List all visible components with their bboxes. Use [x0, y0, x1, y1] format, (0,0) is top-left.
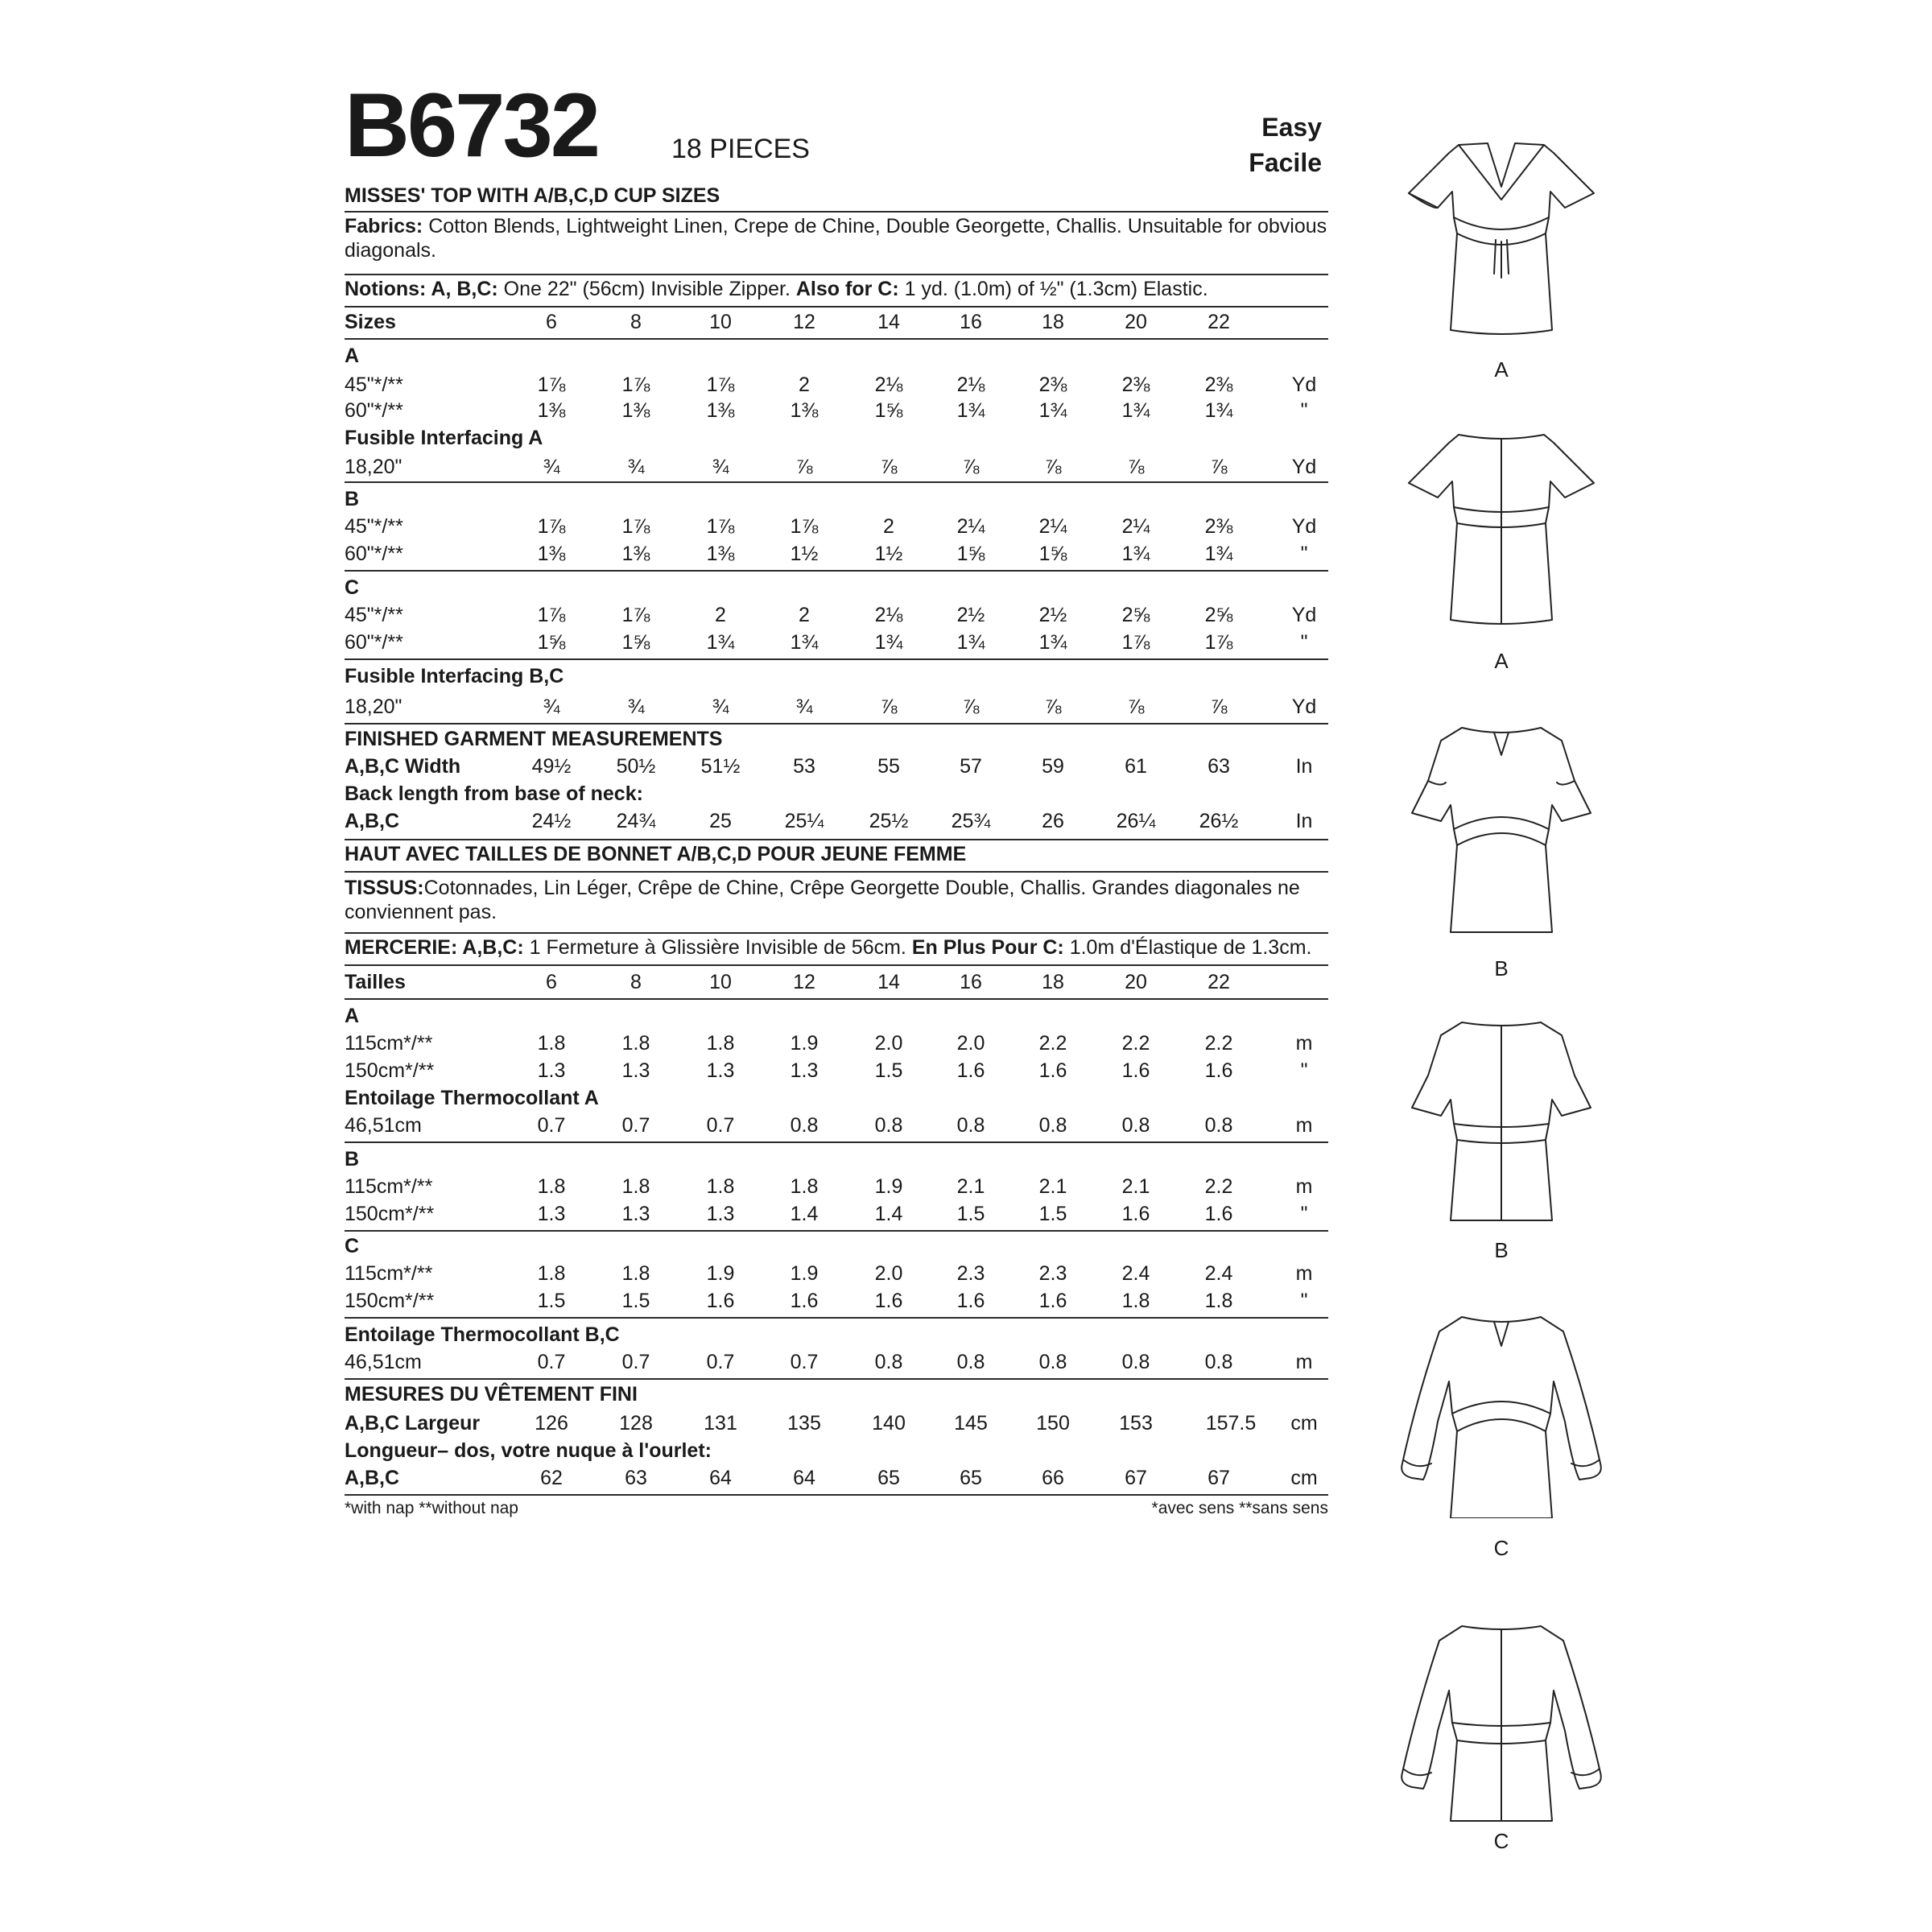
nap-footnote-en: *with nap **without nap: [345, 1499, 518, 1517]
interfacing-row: 18,20" ¾ ¾ ¾ ¾ ⅞ ⅞ ⅞ ⅞ ⅞ Yd: [345, 696, 1317, 718]
difficulty-fr: Facile: [1249, 148, 1322, 177]
divider: [345, 1317, 1328, 1319]
piece-count: 18 PIECES: [671, 134, 810, 164]
divider: [345, 1494, 1328, 1496]
divider: [345, 998, 1328, 1000]
view-b-back-label: B: [1494, 1238, 1509, 1262]
view-heading: C: [345, 576, 360, 599]
metrage-row: 150cm*/** 1.3 1.3 1.3 1.4 1.4 1.5 1.5 1.6 1.6 ": [345, 1203, 1308, 1225]
view-c-front-drawing: [1393, 1277, 1610, 1518]
metrage-row: 115cm*/** 1.8 1.8 1.8 1.9 2.0 2.0 2.2 2.2 2.2 m: [345, 1032, 1313, 1055]
view-c-back-label: C: [1493, 1829, 1509, 1853]
interfacing-heading: Fusible Interfacing B,C: [345, 665, 564, 687]
divider: [345, 839, 1328, 840]
measurements-heading: MESURES DU VÊTEMENT FINI: [345, 1383, 638, 1406]
view-heading: C: [345, 1235, 360, 1257]
size-col: 6: [546, 311, 557, 333]
divider: [345, 1230, 1328, 1232]
view-b-front-drawing: [1393, 692, 1610, 934]
title-en: MISSES' TOP WITH A/B,C,D CUP SIZES: [345, 184, 720, 207]
view-a-back-drawing: [1393, 402, 1610, 644]
size-col: 8: [630, 311, 642, 333]
divider: [345, 274, 1328, 275]
notions-en: Notions: A, B,C: One 22" (56cm) Invisible Zipper. Also for C: 1 yd. (1.0m) of ½" (1.3cm) Elastic.: [345, 278, 1208, 300]
view-b-front-label: B: [1494, 956, 1509, 980]
interfacing-heading: Fusible Interfacing A: [345, 427, 543, 449]
size-col: 14: [877, 311, 900, 333]
width-row: A,B,C Largeur 126 128 131 135 140 145 150 153 157.5 cm: [345, 1412, 1318, 1435]
yardage-row: 60"*/** 1⅜ 1⅜ 1⅜ 1⅜ 1⅝ 1¾ 1¾ 1¾ 1¾ ": [345, 399, 1308, 422]
fabrics-fr: TISSUS:Cotonnades, Lin Léger, Crêpe de Chine, Crêpe Georgette Double, Challis. Grandes diagonales ne conviennent pas.: [345, 877, 1300, 923]
interfacing-row: 46,51cm 0.7 0.7 0.7 0.7 0.8 0.8 0.8 0.8 0.8 m: [345, 1351, 1313, 1373]
view-c-front-label: C: [1493, 1536, 1509, 1560]
notions-fr: MERCERIE: A,B,C: 1 Fermeture à Glissière Invisible de 56cm. En Plus Pour C: 1.0m d'Élastique de 1.3cm.: [345, 936, 1312, 959]
size-col: 12: [793, 311, 815, 333]
yardage-row: 45"*/** 1⅞ 1⅞ 1⅞ 1⅞ 2 2¼ 2¼ 2¼ 2⅜ Yd: [345, 515, 1317, 538]
nap-footnote-fr: *avec sens **sans sens: [1151, 1499, 1328, 1517]
measurements-heading: FINISHED GARMENT MEASUREMENTS: [345, 728, 723, 750]
divider: [345, 338, 1328, 340]
size-col: 22: [1208, 311, 1230, 333]
divider: [345, 932, 1328, 934]
interfacing-heading: Entoilage Thermocollant B,C: [345, 1323, 620, 1346]
sizes-label: Tailles: [345, 971, 406, 993]
view-a-front-label: A: [1494, 357, 1509, 382]
divider: [345, 871, 1328, 873]
metrage-row: 150cm*/** 1.5 1.5 1.6 1.6 1.6 1.6 1.6 1.8 1.8 ": [345, 1290, 1308, 1312]
view-heading: B: [345, 488, 360, 510]
size-col: 18: [1042, 311, 1064, 333]
divider: [345, 570, 1328, 572]
yardage-row: 45"*/** 1⅞ 1⅞ 2 2 2⅛ 2½ 2½ 2⅝ 2⅝ Yd: [345, 604, 1317, 626]
divider: [345, 211, 1328, 213]
interfacing-row: 18,20" ¾ ¾ ¾ ⅞ ⅞ ⅞ ⅞ ⅞ ⅞ Yd: [345, 456, 1317, 478]
metrage-row: 115cm*/** 1.8 1.8 1.9 1.9 2.0 2.3 2.3 2.4 2.4 m: [345, 1262, 1313, 1285]
sizes-header-fr: Tailles 6 8 10 12 14 16 18 20 22: [345, 971, 1230, 993]
sizes-header-en: [0, 309, 1368, 335]
metrage-row: 115cm*/** 1.8 1.8 1.8 1.8 1.9 2.1 2.1 2.1 2.2 m: [345, 1175, 1313, 1198]
divider: [345, 481, 1328, 483]
divider: [345, 964, 1328, 966]
view-a-front-drawing: [1393, 113, 1610, 354]
divider: [345, 306, 1328, 308]
title-fr: HAUT AVEC TAILLES DE BONNET A/B,C,D POUR JEUNE FEMME: [345, 843, 967, 865]
divider: [345, 1378, 1328, 1380]
difficulty-en: Easy: [1261, 113, 1322, 142]
width-row: A,B,C Width 49½ 50½ 51½ 53 55 57 59 61 63 In: [345, 755, 1313, 778]
view-heading: A: [345, 345, 360, 367]
interfacing-row: 46,51cm 0.7 0.7 0.7 0.8 0.8 0.8 0.8 0.8 0.8 m: [345, 1114, 1313, 1137]
divider: [345, 658, 1328, 660]
view-c-back-drawing: [1393, 1587, 1610, 1829]
length-row: A,B,C 62 63 64 64 65 65 66 67 67 cm: [345, 1467, 1318, 1489]
yardage-row: 60"*/** 1⅝ 1⅝ 1¾ 1¾ 1¾ 1¾ 1¾ 1⅞ 1⅞ ": [345, 631, 1308, 654]
divider: [345, 723, 1328, 724]
sizes-label: Sizes: [345, 311, 396, 333]
yardage-row: 45"*/** 1⅞ 1⅞ 1⅞ 2 2⅛ 2⅛ 2⅜ 2⅜ 2⅜ Yd: [345, 374, 1317, 396]
view-a-back-label: A: [1494, 649, 1509, 673]
metrage-row: 150cm*/** 1.3 1.3 1.3 1.3 1.5 1.6 1.6 1.6 1.6 ": [345, 1059, 1308, 1082]
length-heading: Longueur– dos, votre nuque à l'ourlet:: [345, 1439, 712, 1462]
divider: [345, 1141, 1328, 1143]
length-row: A,B,C 24½ 24¾ 25 25¼ 25½ 25¾ 26 26¼ 26½ In: [345, 810, 1313, 832]
fabrics-en: Fabrics: Cotton Blends, Lightweight Linen, Crepe de Chine, Double Georgette, Challis. Unsuitable for obvious diagonals.: [345, 215, 1327, 262]
view-heading: A: [345, 1005, 360, 1027]
interfacing-heading: Entoilage Thermocollant A: [345, 1087, 599, 1109]
pattern-number: B6732: [345, 75, 599, 175]
view-heading: B: [345, 1148, 360, 1170]
yardage-row: 60"*/** 1⅜ 1⅜ 1⅜ 1½ 1½ 1⅝ 1⅝ 1¾ 1¾ ": [345, 543, 1308, 565]
view-b-back-drawing: [1393, 987, 1610, 1228]
length-heading: Back length from base of neck:: [345, 782, 643, 805]
size-col: 20: [1125, 311, 1147, 333]
size-col: 16: [960, 311, 982, 333]
size-col: 10: [709, 311, 732, 333]
